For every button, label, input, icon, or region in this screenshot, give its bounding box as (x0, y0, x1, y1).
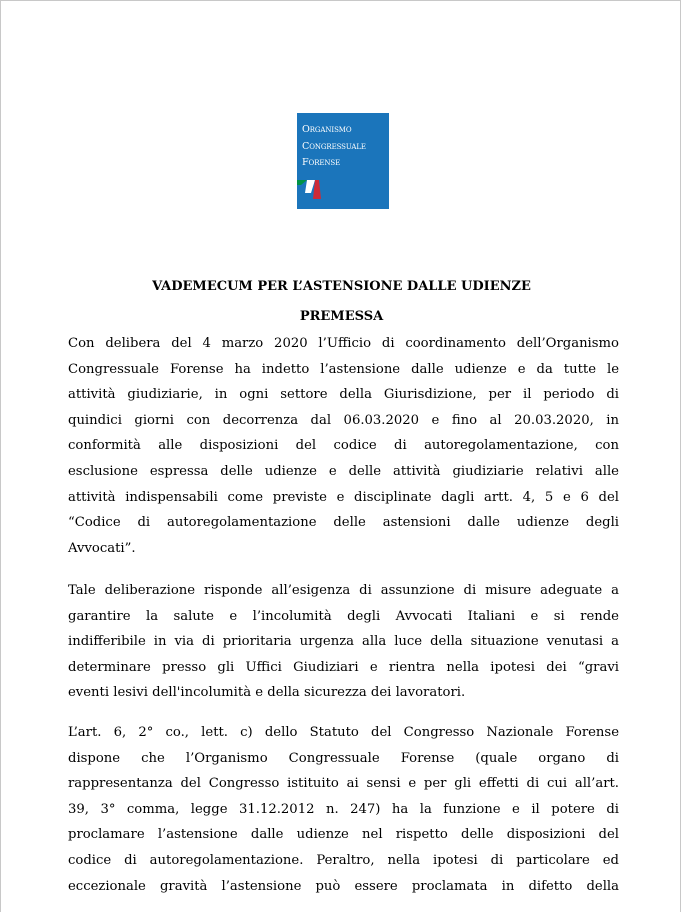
ocf-logo (297, 113, 389, 209)
text-line: conformità alle disposizioni del codice di autoregolamentazione, con (68, 438, 619, 454)
paragraph-3 (68, 720, 619, 899)
logo-line-3: Forense (302, 157, 341, 168)
text-line: esclusione espressa delle udienze e delle attività giudiziarie relativi alle (68, 463, 619, 479)
text-line: Congressuale Forense ha indetto l’astensione dalle udienze e da tutte le (68, 361, 619, 377)
paragraph-2 (68, 578, 619, 706)
tricolor-stripe-icon (297, 113, 389, 209)
text-line: dispone che l’Organismo Congressuale Forense (quale organo di (68, 750, 619, 766)
text-line: Con delibera del 4 marzo 2020 l’Ufficio di coordinamento dell’Organismo (68, 336, 619, 351)
text-line: attività indispensabili come previste e disciplinate dagli artt. 4, 5 e 6 del (68, 489, 619, 505)
text-line: L’art. 6, 2° co., lett. c) dello Statuto del Congresso Nazionale Forense (68, 725, 619, 740)
text-line: eccezionale gravità l’astensione può essere proclamata in difetto della (68, 878, 619, 894)
text-line: garantire la salute e l’incolumità degli Avvocati Italiani e si rende (68, 608, 619, 624)
logo-line-2: Congressuale (302, 141, 366, 152)
text-line: Tale deliberazione risponde all’esigenza di assunzione di misure adeguate a (68, 583, 619, 598)
text-line: Avvocati”. (68, 540, 136, 556)
text-line: determinare presso gli Uffici Giudiziari e rientra nella ipotesi dei “gravi (68, 659, 619, 675)
text-line: quindici giorni con decorrenza dal 06.03.2020 e fino al 20.03.2020, in (68, 412, 619, 428)
document-title: VADEMECUM PER L’ASTENSIONE DALLE UDIENZE (152, 279, 531, 294)
text-line: codice di autoregolamentazione. Peraltro, nella ipotesi di particolare ed (68, 852, 619, 868)
paragraph-1 (68, 331, 619, 561)
text-line: attività giudiziarie, in ogni settore della Giurisdizione, per il periodo di (68, 387, 619, 403)
logo-line-1: Organismo (302, 124, 352, 135)
text-line: proclamare l’astensione dalle udienze nel rispetto delle disposizioni del (68, 827, 619, 843)
text-line: eventi lesivi dell'incolumità e della sicurezza dei lavoratori. (68, 685, 466, 701)
text-line: 39, 3° comma, legge 31.12.2012 n. 247) ha la funzione e il potere di (68, 801, 619, 817)
text-line: indifferibile in via di prioritaria urgenza alla luce della situazione venutasi a (68, 634, 619, 650)
text-line: rappresentanza del Congresso istituito ai sensi e per gli effetti di cui all’art. (68, 776, 619, 792)
section-heading: PREMESSA (299, 309, 384, 324)
text-line: “Codice di autoregolamentazione delle astensioni dalle udienze degli (68, 515, 619, 531)
